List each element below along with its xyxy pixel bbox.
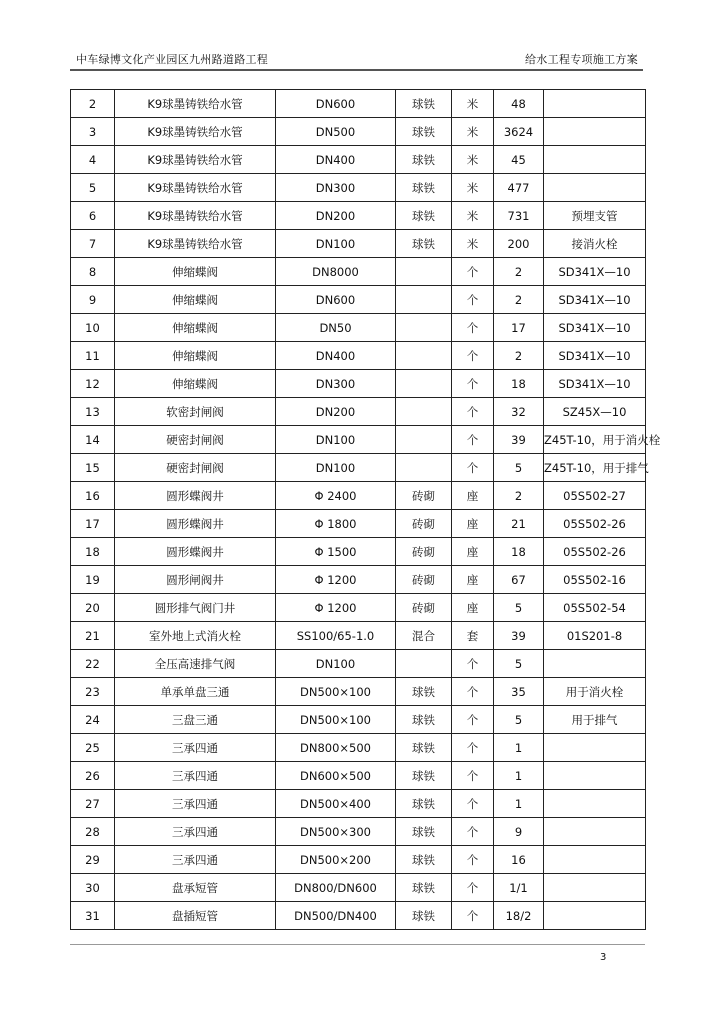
item-name-cell: 软密封闸阀: [115, 398, 276, 426]
specification-cell: DN300: [276, 370, 396, 398]
material-cell: 球铁: [396, 146, 452, 174]
item-name-cell: K9球墨铸铁给水管: [115, 118, 276, 146]
quantity-cell: 39: [494, 426, 544, 454]
specification-cell: Φ 1500: [276, 538, 396, 566]
header-divider: [70, 69, 643, 71]
unit-cell: 个: [452, 286, 494, 314]
specification-cell: DN400: [276, 342, 396, 370]
item-name-cell: 圆形蝶阀井: [115, 538, 276, 566]
unit-cell: 个: [452, 902, 494, 930]
quantity-cell: 1: [494, 790, 544, 818]
quantity-cell: 2: [494, 482, 544, 510]
remarks-cell: 05S502-26: [544, 510, 646, 538]
quantity-cell: 2: [494, 342, 544, 370]
material-cell: [396, 454, 452, 482]
row-number-cell: 18: [71, 538, 115, 566]
row-number-cell: 30: [71, 874, 115, 902]
table-row: [71, 594, 646, 622]
unit-cell: 座: [452, 594, 494, 622]
quantity-cell: 35: [494, 678, 544, 706]
material-cell: 砖砌: [396, 566, 452, 594]
quantity-cell: 16: [494, 846, 544, 874]
item-name-cell: 伸缩蝶阀: [115, 286, 276, 314]
material-cell: [396, 398, 452, 426]
specification-cell: DN200: [276, 398, 396, 426]
row-number-cell: 27: [71, 790, 115, 818]
item-name-cell: K9球墨铸铁给水管: [115, 146, 276, 174]
unit-cell: 个: [452, 874, 494, 902]
quantity-cell: 18: [494, 538, 544, 566]
table-row: [71, 118, 646, 146]
specification-cell: DN500×400: [276, 790, 396, 818]
quantity-cell: 17: [494, 314, 544, 342]
material-cell: 球铁: [396, 174, 452, 202]
row-number-cell: 13: [71, 398, 115, 426]
specification-cell: DN200: [276, 202, 396, 230]
material-cell: 砖砌: [396, 510, 452, 538]
quantity-cell: 731: [494, 202, 544, 230]
row-number-cell: 15: [71, 454, 115, 482]
quantity-cell: 1: [494, 762, 544, 790]
unit-cell: 座: [452, 538, 494, 566]
row-number-cell: 6: [71, 202, 115, 230]
table-row: [71, 566, 646, 594]
quantity-cell: 3624: [494, 118, 544, 146]
remarks-cell: 接消火栓: [544, 230, 646, 258]
specification-cell: DN500×200: [276, 846, 396, 874]
material-cell: 球铁: [396, 734, 452, 762]
item-name-cell: K9球墨铸铁给水管: [115, 230, 276, 258]
remarks-cell: [544, 146, 646, 174]
row-number-cell: 5: [71, 174, 115, 202]
item-name-cell: 硬密封闸阀: [115, 426, 276, 454]
table-row: [71, 818, 646, 846]
material-cell: 混合: [396, 622, 452, 650]
material-cell: 球铁: [396, 678, 452, 706]
quantity-cell: 45: [494, 146, 544, 174]
specification-cell: DN600: [276, 90, 396, 118]
material-cell: 球铁: [396, 90, 452, 118]
quantity-cell: 1/1: [494, 874, 544, 902]
table-row: [71, 398, 646, 426]
item-name-cell: 盘插短管: [115, 902, 276, 930]
table-row: [71, 650, 646, 678]
unit-cell: 个: [452, 678, 494, 706]
unit-cell: 个: [452, 734, 494, 762]
quantity-cell: 67: [494, 566, 544, 594]
table-row: [71, 482, 646, 510]
row-number-cell: 8: [71, 258, 115, 286]
specification-cell: DN500×100: [276, 678, 396, 706]
unit-cell: 个: [452, 258, 494, 286]
material-cell: [396, 342, 452, 370]
item-name-cell: 伸缩蝶阀: [115, 314, 276, 342]
row-number-cell: 17: [71, 510, 115, 538]
material-cell: 球铁: [396, 874, 452, 902]
project-title: 中车绿博文化产业园区九州路道路工程: [76, 53, 269, 66]
row-number-cell: 28: [71, 818, 115, 846]
remarks-cell: SD341X—10: [544, 370, 646, 398]
unit-cell: 个: [452, 818, 494, 846]
remarks-cell: 05S502-27: [544, 482, 646, 510]
remarks-cell: [544, 902, 646, 930]
row-number-cell: 25: [71, 734, 115, 762]
table-row: [71, 286, 646, 314]
quantity-cell: 9: [494, 818, 544, 846]
specification-cell: DN800/DN600: [276, 874, 396, 902]
row-number-cell: 3: [71, 118, 115, 146]
document-title: 给水工程专项施工方案: [525, 53, 638, 66]
specification-cell: DN400: [276, 146, 396, 174]
quantity-cell: 5: [494, 594, 544, 622]
row-number-cell: 19: [71, 566, 115, 594]
material-cell: 球铁: [396, 230, 452, 258]
item-name-cell: 圆形蝶阀井: [115, 482, 276, 510]
table-row: [71, 90, 646, 118]
quantity-cell: 5: [494, 454, 544, 482]
specification-cell: Φ 1200: [276, 566, 396, 594]
unit-cell: 米: [452, 202, 494, 230]
item-name-cell: 三承四通: [115, 734, 276, 762]
specification-cell: DN100: [276, 650, 396, 678]
item-name-cell: K9球墨铸铁给水管: [115, 174, 276, 202]
unit-cell: 米: [452, 230, 494, 258]
unit-cell: 米: [452, 90, 494, 118]
specification-cell: DN100: [276, 230, 396, 258]
item-name-cell: 圆形蝶阀井: [115, 510, 276, 538]
row-number-cell: 29: [71, 846, 115, 874]
remarks-cell: [544, 874, 646, 902]
unit-cell: 个: [452, 370, 494, 398]
specification-cell: DN500/DN400: [276, 902, 396, 930]
table-bottom-border: [70, 929, 645, 930]
table-row: [71, 202, 646, 230]
unit-cell: 个: [452, 846, 494, 874]
unit-cell: 套: [452, 622, 494, 650]
material-cell: 球铁: [396, 846, 452, 874]
table-row: [71, 510, 646, 538]
remarks-cell: [544, 174, 646, 202]
quantity-cell: 477: [494, 174, 544, 202]
material-cell: 砖砌: [396, 538, 452, 566]
material-cell: [396, 286, 452, 314]
remarks-cell: 05S502-16: [544, 566, 646, 594]
table-row: [71, 370, 646, 398]
material-cell: [396, 314, 452, 342]
table-row: [71, 258, 646, 286]
row-number-cell: 9: [71, 286, 115, 314]
material-cell: 球铁: [396, 790, 452, 818]
remarks-cell: [544, 790, 646, 818]
table-row: [71, 174, 646, 202]
unit-cell: 个: [452, 650, 494, 678]
remarks-cell: SD341X—10: [544, 342, 646, 370]
item-name-cell: 三承四通: [115, 818, 276, 846]
table-row: [71, 230, 646, 258]
specification-cell: Φ 1200: [276, 594, 396, 622]
material-cell: 砖砌: [396, 594, 452, 622]
specification-cell: DN300: [276, 174, 396, 202]
row-number-cell: 20: [71, 594, 115, 622]
unit-cell: 个: [452, 342, 494, 370]
row-number-cell: 2: [71, 90, 115, 118]
page-number: 3: [600, 952, 607, 963]
row-number-cell: 16: [71, 482, 115, 510]
remarks-cell: SZ45X—10: [544, 398, 646, 426]
material-cell: [396, 258, 452, 286]
unit-cell: 座: [452, 482, 494, 510]
remarks-cell: 用于消火栓: [544, 678, 646, 706]
item-name-cell: 伸缩蝶阀: [115, 370, 276, 398]
row-number-cell: 31: [71, 902, 115, 930]
unit-cell: 个: [452, 398, 494, 426]
quantity-cell: 2: [494, 258, 544, 286]
table-row: [71, 706, 646, 734]
unit-cell: 米: [452, 118, 494, 146]
material-cell: [396, 426, 452, 454]
material-cell: 球铁: [396, 706, 452, 734]
material-cell: 球铁: [396, 902, 452, 930]
specification-cell: DN500: [276, 118, 396, 146]
material-cell: [396, 370, 452, 398]
materials-table-body: [71, 90, 661, 930]
unit-cell: 米: [452, 174, 494, 202]
quantity-cell: 200: [494, 230, 544, 258]
quantity-cell: 1: [494, 734, 544, 762]
remarks-cell: [544, 762, 646, 790]
remarks-cell: [544, 118, 646, 146]
footer-divider: [70, 944, 645, 945]
material-cell: 球铁: [396, 118, 452, 146]
remarks-cell: Z45T-10，用于排气: [544, 454, 646, 482]
row-number-cell: 26: [71, 762, 115, 790]
remarks-cell: SD341X—10: [544, 286, 646, 314]
unit-cell: 个: [452, 454, 494, 482]
specification-cell: DN800×500: [276, 734, 396, 762]
item-name-cell: 硬密封闸阀: [115, 454, 276, 482]
item-name-cell: 三承四通: [115, 846, 276, 874]
specification-cell: Φ 1800: [276, 510, 396, 538]
row-number-cell: 11: [71, 342, 115, 370]
specification-cell: DN100: [276, 426, 396, 454]
row-number-cell: 4: [71, 146, 115, 174]
unit-cell: 个: [452, 426, 494, 454]
material-cell: 球铁: [396, 202, 452, 230]
specification-cell: DN8000: [276, 258, 396, 286]
remarks-cell: Z45T-10，用于消火栓: [544, 426, 646, 454]
quantity-cell: 18: [494, 370, 544, 398]
row-number-cell: 7: [71, 230, 115, 258]
row-number-cell: 24: [71, 706, 115, 734]
remarks-cell: [544, 650, 646, 678]
item-name-cell: 圆形排气阀门井: [115, 594, 276, 622]
item-name-cell: 盘承短管: [115, 874, 276, 902]
quantity-cell: 21: [494, 510, 544, 538]
specification-cell: SS100/65-1.0: [276, 622, 396, 650]
remarks-cell: 01S201-8: [544, 622, 646, 650]
item-name-cell: 伸缩蝶阀: [115, 342, 276, 370]
specification-cell: DN500×100: [276, 706, 396, 734]
remarks-cell: 预埋支管: [544, 202, 646, 230]
quantity-cell: 5: [494, 706, 544, 734]
quantity-cell: 18/2: [494, 902, 544, 930]
unit-cell: 个: [452, 314, 494, 342]
material-cell: 砖砌: [396, 482, 452, 510]
table-row: [71, 426, 646, 454]
unit-cell: 个: [452, 790, 494, 818]
remarks-cell: 05S502-26: [544, 538, 646, 566]
remarks-cell: 用于排气: [544, 706, 646, 734]
unit-cell: 座: [452, 510, 494, 538]
remarks-cell: 05S502-54: [544, 594, 646, 622]
table-row: [71, 314, 646, 342]
table-row: [71, 846, 646, 874]
remarks-cell: [544, 846, 646, 874]
table-row: [71, 678, 646, 706]
specification-cell: DN600: [276, 286, 396, 314]
row-number-cell: 10: [71, 314, 115, 342]
specification-cell: DN50: [276, 314, 396, 342]
quantity-cell: 48: [494, 90, 544, 118]
material-cell: 球铁: [396, 818, 452, 846]
table-row: [71, 622, 646, 650]
unit-cell: 座: [452, 566, 494, 594]
table-row: [71, 902, 646, 930]
remarks-cell: [544, 90, 646, 118]
row-number-cell: 21: [71, 622, 115, 650]
item-name-cell: 单承单盘三通: [115, 678, 276, 706]
row-number-cell: 12: [71, 370, 115, 398]
item-name-cell: 三盘三通: [115, 706, 276, 734]
row-number-cell: 14: [71, 426, 115, 454]
row-number-cell: 22: [71, 650, 115, 678]
table-row: [71, 734, 646, 762]
table-row: [71, 454, 646, 482]
specification-cell: DN600×500: [276, 762, 396, 790]
item-name-cell: 三承四通: [115, 790, 276, 818]
item-name-cell: 室外地上式消火栓: [115, 622, 276, 650]
specification-cell: DN100: [276, 454, 396, 482]
remarks-cell: SD341X—10: [544, 258, 646, 286]
quantity-cell: 2: [494, 286, 544, 314]
unit-cell: 米: [452, 146, 494, 174]
material-cell: 球铁: [396, 762, 452, 790]
material-cell: [396, 650, 452, 678]
item-name-cell: K9球墨铸铁给水管: [115, 90, 276, 118]
item-name-cell: 三承四通: [115, 762, 276, 790]
remarks-cell: SD341X—10: [544, 314, 646, 342]
quantity-cell: 32: [494, 398, 544, 426]
item-name-cell: 全压高速排气阀: [115, 650, 276, 678]
unit-cell: 个: [452, 706, 494, 734]
item-name-cell: K9球墨铸铁给水管: [115, 202, 276, 230]
unit-cell: 个: [452, 762, 494, 790]
table-row: [71, 790, 646, 818]
row-number-cell: 23: [71, 678, 115, 706]
remarks-cell: [544, 818, 646, 846]
table-row: [71, 342, 646, 370]
remarks-cell: [544, 734, 646, 762]
item-name-cell: 圆形闸阀井: [115, 566, 276, 594]
specification-cell: DN500×300: [276, 818, 396, 846]
quantity-cell: 39: [494, 622, 544, 650]
specification-cell: Φ 2400: [276, 482, 396, 510]
table-row: [71, 146, 646, 174]
table-row: [71, 538, 646, 566]
quantity-cell: 5: [494, 650, 544, 678]
table-row: [71, 762, 646, 790]
table-row: [71, 874, 646, 902]
item-name-cell: 伸缩蝶阀: [115, 258, 276, 286]
materials-table: [70, 89, 661, 930]
